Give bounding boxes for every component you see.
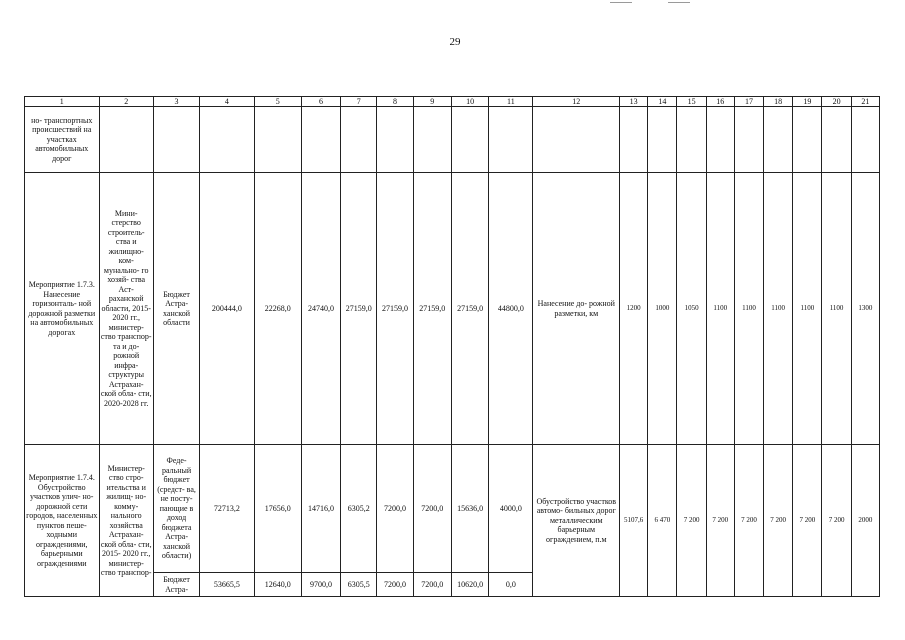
value-cell: 15636,0 xyxy=(451,445,488,573)
measure-name: Мероприятие 1.7.4. Обустройство участков улич- но-дорожной сети городов, населенных пунктов пеше- ходными ограждениями, барьерными ограждениями xyxy=(25,445,100,597)
column-header: 20 xyxy=(822,97,851,107)
value-cell: 200444,0 xyxy=(200,173,254,445)
value-cell: 27159,0 xyxy=(377,173,413,445)
column-header: 3 xyxy=(153,97,199,107)
value-cell: 0,0 xyxy=(489,573,533,597)
value-cell: 7200,0 xyxy=(413,445,451,573)
value-cell: 10620,0 xyxy=(451,573,488,597)
column-header: 2 xyxy=(99,97,153,107)
value-cell: 14716,0 xyxy=(301,445,340,573)
page-number: 29 xyxy=(449,36,461,48)
column-header: 6 xyxy=(301,97,340,107)
column-header: 8 xyxy=(377,97,413,107)
value-cell: 27159,0 xyxy=(451,173,488,445)
value-cell: 9700,0 xyxy=(301,573,340,597)
value-cell: 7200,0 xyxy=(377,445,413,573)
indicator-value: 2000 xyxy=(851,445,879,597)
funding-source: Бюджет Астра- xyxy=(153,573,199,597)
executor: Министер- ство стро- ительства и жилищ- но-комму- нального хозяйства Астрахан- ской обла- сти, 2015- 2020 гг., министер- ство транспор- xyxy=(99,445,153,597)
column-number-row xyxy=(25,97,880,107)
value-cell: 7200,0 xyxy=(377,573,413,597)
column-header: 14 xyxy=(648,97,677,107)
column-header: 21 xyxy=(851,97,879,107)
column-header: 4 xyxy=(200,97,254,107)
indicator-value: 7 200 xyxy=(706,445,734,597)
indicator-name: Обустройство участков автомо- бильных дорог металлическим барьерным ограждением, п.м xyxy=(533,445,620,597)
table-row-measure-1-7-3 xyxy=(25,173,880,445)
indicator-value: 1000 xyxy=(648,173,677,445)
value-cell: 12640,0 xyxy=(254,573,301,597)
indicator-value: 1300 xyxy=(851,173,879,445)
column-header: 7 xyxy=(341,97,377,107)
executor: Мини- стерство строитель- ства и жилищно- ком- мунально- го хозяй- ства Аст- раханской области, 2015-2020 гг., министер- ство транспор- та и до- рожной инфра- структуры Астрахан- ской обла- сти, 2020-2028 гг. xyxy=(99,173,153,445)
value-cell: 17656,0 xyxy=(254,445,301,573)
indicator-value: 7 200 xyxy=(734,445,763,597)
funding-source: Феде- ральный бюджет (средст- ва, не посту- пающие в доход бюджета Астра- ханской области) xyxy=(153,445,199,573)
column-header: 13 xyxy=(620,97,648,107)
column-header: 11 xyxy=(489,97,533,107)
column-header: 9 xyxy=(413,97,451,107)
indicator-value: 7 200 xyxy=(677,445,706,597)
scan-mark xyxy=(610,2,632,3)
column-header: 1 xyxy=(25,97,100,107)
value-cell: 6305,2 xyxy=(341,445,377,573)
value-cell: 27159,0 xyxy=(413,173,451,445)
column-header: 18 xyxy=(764,97,793,107)
indicator-value: 7 200 xyxy=(764,445,793,597)
scan-mark xyxy=(668,2,690,3)
indicator-value: 1100 xyxy=(793,173,822,445)
column-header: 5 xyxy=(254,97,301,107)
column-header: 12 xyxy=(533,97,620,107)
program-table xyxy=(24,96,880,597)
value-cell: 72713,2 xyxy=(200,445,254,573)
funding-source: Бюджет Астра- ханской области xyxy=(153,173,199,445)
value-cell: 44800,0 xyxy=(489,173,533,445)
indicator-value: 1100 xyxy=(706,173,734,445)
indicator-value: 5107,6 xyxy=(620,445,648,597)
measure-name: Мероприятие 1.7.3. Нанесение горизонталь- ной дорожной разметки на автомобильных дорогах xyxy=(25,173,100,445)
indicator-value: 1200 xyxy=(620,173,648,445)
indicator-value: 6 470 xyxy=(648,445,677,597)
value-cell: 24740,0 xyxy=(301,173,340,445)
measure-name: но- транспортных происшествий на участках автомобильных дорог xyxy=(25,107,100,173)
column-header: 16 xyxy=(706,97,734,107)
column-header: 10 xyxy=(451,97,488,107)
indicator-value: 1050 xyxy=(677,173,706,445)
column-header: 19 xyxy=(793,97,822,107)
value-cell: 6305,5 xyxy=(341,573,377,597)
table-row-measure-1-7-4 xyxy=(25,445,880,573)
indicator-value: 1100 xyxy=(822,173,851,445)
indicator-value: 1100 xyxy=(764,173,793,445)
indicator-value: 1100 xyxy=(734,173,763,445)
indicator-value: 7 200 xyxy=(822,445,851,597)
indicator-name: Нанесение до- рожной разметки, км xyxy=(533,173,620,445)
value-cell: 22268,0 xyxy=(254,173,301,445)
column-header: 17 xyxy=(734,97,763,107)
table-row-continuation xyxy=(25,107,880,173)
column-header: 15 xyxy=(677,97,706,107)
indicator-value: 7 200 xyxy=(793,445,822,597)
value-cell: 53665,5 xyxy=(200,573,254,597)
value-cell: 27159,0 xyxy=(341,173,377,445)
value-cell: 4000,0 xyxy=(489,445,533,573)
value-cell: 7200,0 xyxy=(413,573,451,597)
